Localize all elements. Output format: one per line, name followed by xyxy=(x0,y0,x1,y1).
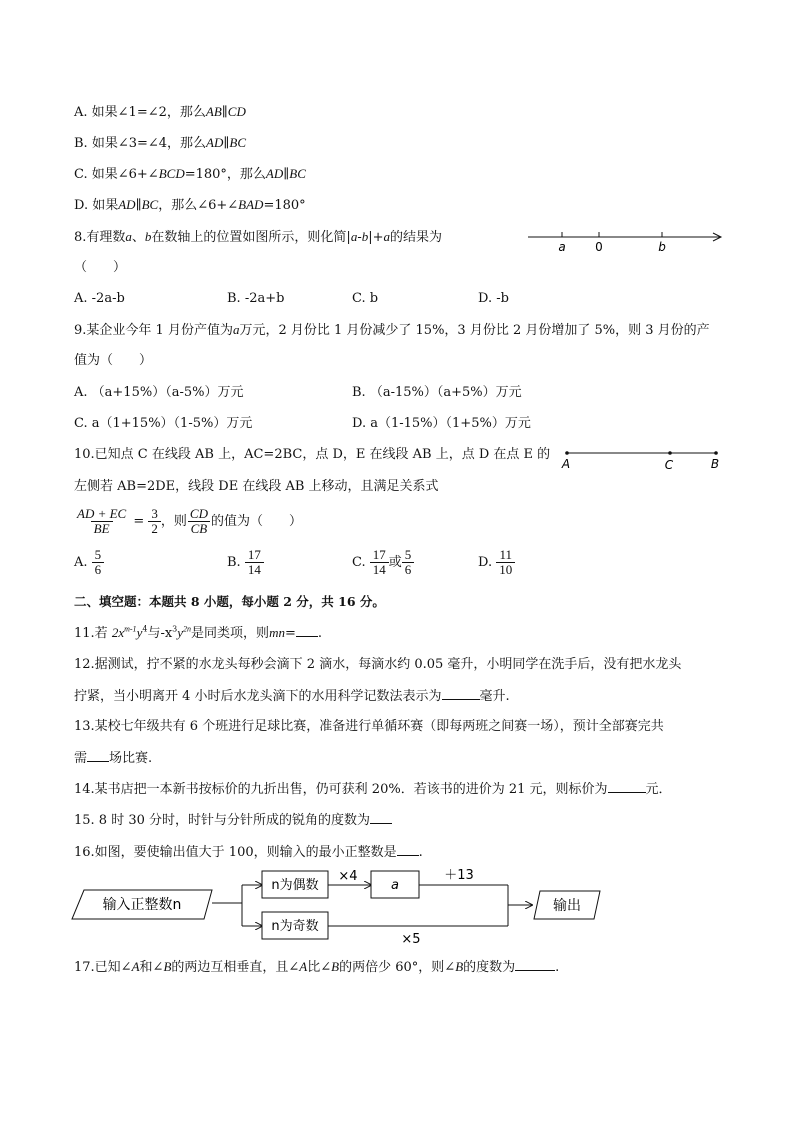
answer-blank xyxy=(370,811,392,824)
q7-option-c: C. 如果∠6+∠BCD=180°，那么AD∥BC xyxy=(74,166,306,182)
flowchart-diagram xyxy=(70,868,630,948)
label-a: a xyxy=(558,240,566,254)
fraction-ad-ec-over-be: $\frac{AD + EC}{BE}$ xyxy=(77,506,127,536)
q8-option-d: D. -b xyxy=(478,291,509,306)
q7-option-d: D. 如果AD∥BC，那么∠6+∠BAD=180° xyxy=(74,197,306,213)
q9-option-d: D. a（1-15%）（1+5%）万元 xyxy=(352,416,531,431)
point-a xyxy=(565,451,569,455)
label-zero: 0 xyxy=(595,240,603,254)
answer-blank xyxy=(515,958,555,971)
label-point-a: A xyxy=(561,457,571,471)
q11: 11.若 $2x^{m-1}y^4$与$-x^3y^{2n}$是同类项，则mn= . xyxy=(74,624,322,641)
output-label: 输出 xyxy=(553,898,581,914)
q15: 15. 8 时 30 分时，时针与分针所成的锐角的度数为 xyxy=(74,811,392,830)
q10-option-c: C. $\frac{17}{14}$ 或 $\frac{5}{6}$ xyxy=(352,546,414,580)
label-point-b: B xyxy=(710,457,720,471)
q7-option-a: A. 如果∠1=∠2，那么AB∥CD xyxy=(74,104,246,120)
answer-blank xyxy=(442,687,480,700)
q8-option-a: A. -2a-b xyxy=(74,291,125,306)
label-b: b xyxy=(658,240,666,254)
point-b xyxy=(714,451,718,455)
q10-option-d: D. $\frac{11}{10}$ xyxy=(478,546,515,580)
answer-blank xyxy=(87,749,109,762)
number-line-diagram xyxy=(526,222,726,254)
times5-label: ×5 xyxy=(401,932,421,947)
q9-option-a: A. （a+15%）（a-5%）万元 xyxy=(74,385,244,400)
q13-line1: 13.某校七年级共有 6 个班进行足球比赛，准备进行单循环赛（即每两班之间赛一场），预计全部赛完共 xyxy=(74,719,664,734)
q17: 17.已知∠A和∠B的两边互相垂直，且∠A比∠B的两倍少 60°，则∠B的度数为 . xyxy=(74,959,560,975)
point-c xyxy=(668,451,672,455)
q10-stem-line2: 左侧若 AB=2DE，线段 DE 在线段 AB 上移动，且满足关系式 xyxy=(74,479,439,494)
a-label: a xyxy=(391,878,399,893)
odd-label: n为奇数 xyxy=(271,919,319,934)
section-heading-fill-in: 二、填空题：本题共 8 小题，每小题 2 分，共 16 分。 xyxy=(74,594,385,609)
answer-blank xyxy=(608,780,646,793)
q10-option-b: B. $\frac{17}{14}$ xyxy=(227,546,264,580)
fraction-cd-over-cb: $\frac{CD}{CB}$ xyxy=(187,507,211,536)
q8-option-c: C. b xyxy=(352,291,379,306)
label-point-c: C xyxy=(664,458,674,472)
q8-stem: 8.有理数a、b在数轴上的位置如图所示，则化简|a-b|+a的结果为 xyxy=(74,229,443,245)
q10-relation: $\frac{AD + EC}{BE}$ = $\frac{3}{2}$ ，则 $\frac{CD}{CB}$ 的值为（ ） xyxy=(74,505,302,539)
input-label: 输入正整数n xyxy=(102,897,182,913)
answer-blank xyxy=(397,843,419,856)
q9-stem-line1: 9.某企业今年 1 月份产值为a万元，2 月份比 1 月份减少了 15%，3 月份比 2 月份增加了 5%，则 3 月份的产 xyxy=(74,322,710,338)
q16: 16.如图，要使输出值大于 100，则输入的最小正整数是 . xyxy=(74,845,423,860)
q9-option-b: B. （a-15%）（a+5%）万元 xyxy=(352,385,522,400)
q10-option-a: A. $\frac{5}{6}$ xyxy=(74,546,104,580)
q10-stem-line1: 10.已知点 C 在线段 AB 上，AC=2BC，点 D，E 在线段 AB 上，点 D 在点 E 的 xyxy=(74,447,551,462)
times4-label: ×4 xyxy=(338,869,358,884)
q12-line1: 12.据测试，拧不紧的水龙头每秒会滴下 2 滴水，每滴水约 0.05 毫升，小明同学在洗手后，没有把水龙头 xyxy=(74,657,682,672)
fraction-three-halves: $\frac{3}{2}$ xyxy=(148,507,161,536)
answer-blank xyxy=(296,624,318,637)
q14: 14.某书店把一本新书按标价的九折出售，仍可获利 20%．若该书的进价为 21 元，则标价为 元． xyxy=(74,782,672,797)
segment-diagram xyxy=(560,448,725,474)
q7-option-b: B. 如果∠3=∠4，那么AD∥BC xyxy=(74,135,247,151)
even-label: n为偶数 xyxy=(271,878,319,893)
q9-stem-line2: 值为（ ） xyxy=(74,353,153,368)
plus13-label: ＋13 xyxy=(444,868,474,883)
q12-line2: 拧紧，当小明离开 4 小时后水龙头滴下的水用科学记数法表示为 毫升. xyxy=(74,689,510,704)
q9-option-c: C. a（1+15%）（1-5%）万元 xyxy=(74,416,253,431)
q13-line2: 需 场比赛. xyxy=(74,751,153,766)
q8-option-b: B. -2a+b xyxy=(227,291,285,306)
q8-answer-bracket: （ ） xyxy=(74,260,127,275)
